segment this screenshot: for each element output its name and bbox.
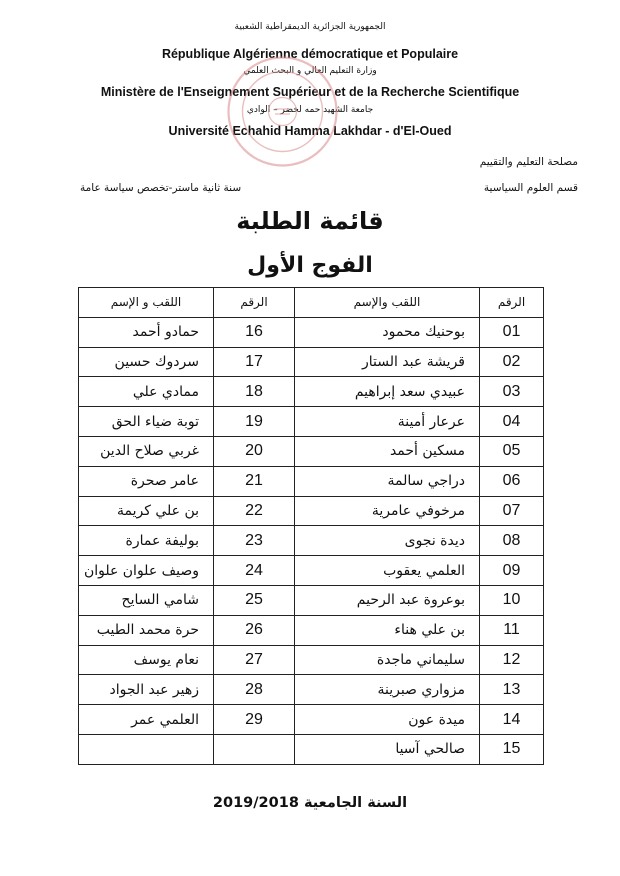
row-name: العلمي يعقوب bbox=[295, 556, 480, 586]
table-row bbox=[79, 407, 544, 437]
department-label: قسم العلوم السياسية bbox=[483, 182, 578, 194]
row-num2: 16 bbox=[214, 317, 295, 347]
row-num: 10 bbox=[480, 585, 544, 615]
faculty-stamp-icon bbox=[225, 54, 340, 169]
row-num2: 29 bbox=[214, 705, 295, 735]
row-num: 06 bbox=[480, 466, 544, 496]
table-row bbox=[79, 347, 544, 377]
group-title: الفوج الأول bbox=[247, 253, 373, 278]
row-name2: توبة ضياء الحق bbox=[79, 407, 214, 437]
row-num2: 25 bbox=[214, 585, 295, 615]
table-row bbox=[79, 585, 544, 615]
row-num2: 19 bbox=[214, 407, 295, 437]
table-row bbox=[79, 645, 544, 675]
table-row bbox=[79, 734, 544, 764]
page-title: قائمة الطلبة bbox=[236, 207, 384, 235]
table-row bbox=[79, 705, 544, 735]
row-name2: سردوك حسين bbox=[79, 347, 214, 377]
row-name: مسكين أحمد bbox=[295, 436, 480, 466]
header-ar-university: جامعة الشهيد حمه لخضر – الوادي bbox=[246, 105, 374, 115]
student-table bbox=[78, 287, 544, 765]
header-fr-republic: République Algérienne démocratique et Populaire bbox=[161, 47, 459, 61]
row-name: سليماني ماجدة bbox=[295, 645, 480, 675]
row-num: 15 bbox=[480, 734, 544, 764]
row-name: بوحنيك محمود bbox=[295, 317, 480, 347]
row-num: 02 bbox=[480, 347, 544, 377]
row-num: 03 bbox=[480, 377, 544, 407]
table-row bbox=[79, 377, 544, 407]
header-name: اللقب والإسم bbox=[295, 288, 480, 318]
row-num2: 26 bbox=[214, 615, 295, 645]
row-num2 bbox=[214, 734, 295, 764]
table-row bbox=[79, 526, 544, 556]
row-name: مرخوفي عامرية bbox=[295, 496, 480, 526]
row-num2: 22 bbox=[214, 496, 295, 526]
row-name2: بن علي كريمة bbox=[79, 496, 214, 526]
row-name: صالحي آسيا bbox=[295, 734, 480, 764]
row-num2: 21 bbox=[214, 466, 295, 496]
row-num2: 17 bbox=[214, 347, 295, 377]
row-name2: عامر صحرة bbox=[79, 466, 214, 496]
row-num: 01 bbox=[480, 317, 544, 347]
row-name2: زهير عبد الجواد bbox=[79, 675, 214, 705]
row-name: قريشة عبد الستار bbox=[295, 347, 480, 377]
header-name2: اللقب و الإسم bbox=[79, 288, 214, 318]
header-ar-republic: الجمهورية الجزائرية الديمقراطية الشعبية bbox=[234, 22, 386, 32]
row-num2: 28 bbox=[214, 675, 295, 705]
row-name2: غربي صلاح الدين bbox=[79, 436, 214, 466]
academic-year: السنة الجامعية 2019/2018 bbox=[212, 795, 408, 811]
table-header-row bbox=[79, 288, 544, 318]
row-num: 05 bbox=[480, 436, 544, 466]
row-name: دراجي سالمة bbox=[295, 466, 480, 496]
row-name: عرعار أمينة bbox=[295, 407, 480, 437]
row-name2: ممادي علي bbox=[79, 377, 214, 407]
row-name: ميدة عون bbox=[295, 705, 480, 735]
row-name2: وصيف علوان علوان bbox=[79, 556, 214, 586]
row-num: 09 bbox=[480, 556, 544, 586]
level-label: سنة ثانية ماستر-تخصص سياسة عامة bbox=[80, 182, 242, 194]
header-fr-university: Université Echahid Hamma Lakhdar - d'El-Oued bbox=[168, 124, 452, 138]
row-num: 12 bbox=[480, 645, 544, 675]
table-row bbox=[79, 496, 544, 526]
header-num: الرقم bbox=[480, 288, 544, 318]
service-label: مصلحة التعليم والتقييم bbox=[479, 156, 578, 168]
row-num: 14 bbox=[480, 705, 544, 735]
header-num2: الرقم bbox=[214, 288, 295, 318]
table-row bbox=[79, 675, 544, 705]
row-num2: 27 bbox=[214, 645, 295, 675]
header-ar-ministry: وزارة التعليم العالي و البحث العلمي bbox=[243, 66, 377, 76]
row-name2: حرة محمد الطيب bbox=[79, 615, 214, 645]
table-row bbox=[79, 317, 544, 347]
row-num2: 18 bbox=[214, 377, 295, 407]
row-num: 07 bbox=[480, 496, 544, 526]
row-name: عبيدي سعد إبراهيم bbox=[295, 377, 480, 407]
row-num2: 23 bbox=[214, 526, 295, 556]
row-name2: بوليفة عمارة bbox=[79, 526, 214, 556]
row-num2: 20 bbox=[214, 436, 295, 466]
row-name2: العلمي عمر bbox=[79, 705, 214, 735]
row-name2 bbox=[79, 734, 214, 764]
row-num: 13 bbox=[480, 675, 544, 705]
row-name: ديدة نجوى bbox=[295, 526, 480, 556]
table-row bbox=[79, 615, 544, 645]
header-fr-ministry: Ministère de l'Enseignement Supérieur et de la Recherche Scientifique bbox=[100, 85, 520, 99]
table-row bbox=[79, 436, 544, 466]
row-name2: حمادو أحمد bbox=[79, 317, 214, 347]
row-name2: شامي السايح bbox=[79, 585, 214, 615]
row-num: 11 bbox=[480, 615, 544, 645]
row-name: مزواري صبرينة bbox=[295, 675, 480, 705]
row-name: بن علي هناء bbox=[295, 615, 480, 645]
row-name2: نعام يوسف bbox=[79, 645, 214, 675]
row-num: 08 bbox=[480, 526, 544, 556]
table-row bbox=[79, 466, 544, 496]
row-num2: 24 bbox=[214, 556, 295, 586]
table-row bbox=[79, 556, 544, 586]
row-name: بوعروة عبد الرحيم bbox=[295, 585, 480, 615]
row-num: 04 bbox=[480, 407, 544, 437]
